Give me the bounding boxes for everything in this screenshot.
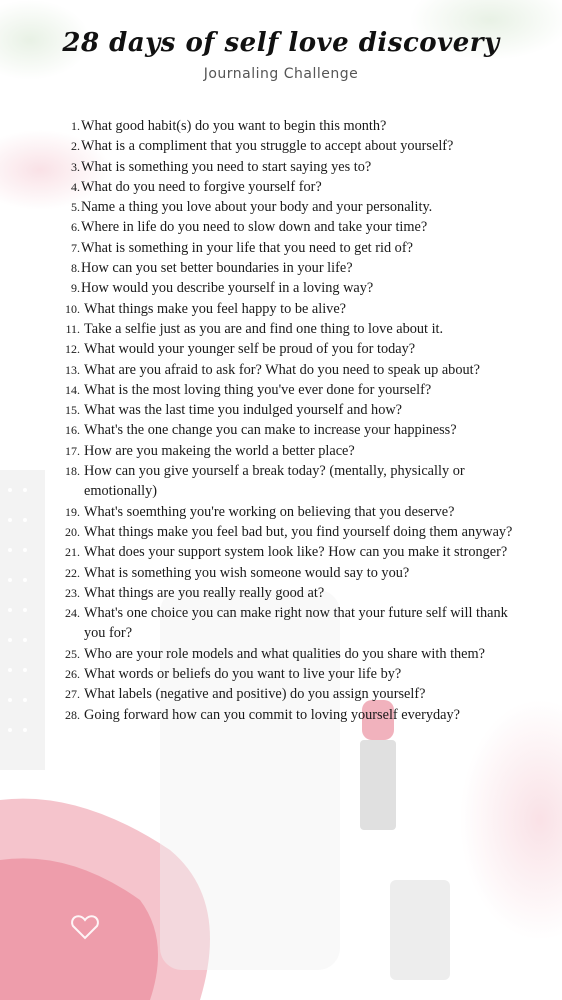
item-number: 7. (71, 240, 80, 255)
list-item (58, 177, 518, 197)
item-text: What things make you feel happy to be alive? (84, 300, 347, 317)
item-number: 8. (71, 261, 80, 276)
list-item (58, 603, 518, 644)
item-text: Take a selfie just as you are and find one thing to love about it. (84, 320, 444, 337)
item-number: 21. (65, 545, 80, 560)
item-number: 28. (65, 707, 80, 722)
item-text: What words or beliefs do you want to live your life by? (84, 666, 402, 683)
item-text: What is the most loving thing you've ever done for yourself? (84, 381, 432, 398)
item-number: 19. (65, 504, 80, 519)
list-item (58, 400, 518, 420)
item-text: What do you need to forgive yourself for? (81, 178, 322, 195)
item-text: What is something you wish someone would say to you? (84, 564, 410, 581)
page-title: 28 days of self love discovery (62, 28, 500, 58)
list-item (58, 157, 518, 177)
item-number: 24. (65, 606, 80, 621)
item-text: Where in life do you need to slow down and take your time? (81, 219, 428, 236)
item-text: What things make you feel bad but, you find yourself doing them anyway? (84, 523, 513, 540)
item-text: Who are your role models and what qualities do you share with them? (84, 645, 485, 662)
item-number: 25. (65, 646, 80, 661)
item-text: How would you describe yourself in a loving way? (81, 280, 374, 297)
item-text: What was the last time you indulged yourself and how? (84, 402, 403, 419)
page-subtitle: Journaling Challenge (203, 66, 359, 82)
item-text: How can you set better boundaries in your life? (81, 260, 353, 277)
list-item (58, 339, 518, 359)
item-number: 12. (65, 342, 80, 357)
item-number: 20. (65, 524, 80, 539)
list-item (58, 705, 518, 725)
item-number: 5. (71, 200, 80, 215)
item-number: 22. (65, 565, 80, 580)
item-text: Name a thing you love about your body and your personality. (81, 199, 433, 216)
item-text: What's soemthing you're working on believing that you deserve? (84, 503, 455, 520)
list-item (58, 644, 518, 664)
item-text: What labels (negative and positive) do you assign yourself? (84, 686, 426, 703)
item-number: 13. (65, 362, 80, 377)
item-text: What good habit(s) do you want to begin this month? (81, 118, 387, 134)
list-item (58, 278, 518, 298)
item-text: How can you give yourself a break today? (mentally, physically or emotionally) (84, 463, 465, 500)
item-text: What's the one change you can make to increase your happiness? (84, 422, 457, 439)
list-item (58, 238, 518, 258)
item-number: 26. (65, 667, 80, 682)
item-number: 2. (71, 139, 80, 154)
item-number: 3. (71, 159, 80, 174)
item-text: What would your younger self be proud of you for today? (84, 341, 416, 358)
item-text: What is a compliment that you struggle to accept about yourself? (81, 138, 454, 155)
item-text: How are you makeing the world a better place? (84, 442, 355, 459)
item-number: 17. (65, 443, 80, 458)
item-number: 15. (65, 403, 80, 418)
item-number: 23. (65, 585, 80, 600)
list-item (58, 380, 518, 400)
list-item (58, 116, 518, 136)
item-number: 10. (65, 301, 80, 316)
item-number: 18. (65, 464, 80, 479)
list-item (58, 502, 518, 522)
item-number: 27. (65, 687, 80, 702)
list-item (58, 319, 518, 339)
item-text: What are you afraid to ask for? What do you need to speak up about? (84, 361, 480, 378)
list-item (58, 563, 518, 583)
item-text: What is something you need to start saying yes to? (81, 158, 372, 175)
item-number: 6. (71, 220, 80, 235)
item-number: 11. (65, 321, 80, 336)
item-text: What's one choice you can make right now that your future self will thank you for? (84, 605, 508, 642)
list-item (58, 583, 518, 603)
list-item (58, 136, 518, 156)
list-item (58, 299, 518, 319)
list-item (58, 258, 518, 278)
list-item (58, 197, 518, 217)
list-item (58, 664, 518, 684)
item-text: What things are you really really good at? (84, 584, 325, 601)
list-item (58, 360, 518, 380)
item-number: 9. (71, 281, 80, 296)
list-item (58, 461, 518, 502)
list-item (58, 420, 518, 440)
item-number: 4. (71, 179, 80, 194)
item-number: 16. (65, 423, 80, 438)
list-item (58, 684, 518, 704)
prompt-list (58, 116, 518, 725)
list-item (58, 522, 518, 542)
list-item (58, 441, 518, 461)
list-item (58, 217, 518, 237)
item-text: What does your support system look like? How can you make it stronger? (84, 544, 508, 561)
item-text: Going forward how can you commit to loving yourself everyday? (84, 706, 460, 723)
item-number: 1. (71, 119, 80, 133)
item-text: What is something in your life that you need to get rid of? (81, 239, 413, 256)
list-item (58, 542, 518, 562)
item-number: 14. (65, 382, 80, 397)
